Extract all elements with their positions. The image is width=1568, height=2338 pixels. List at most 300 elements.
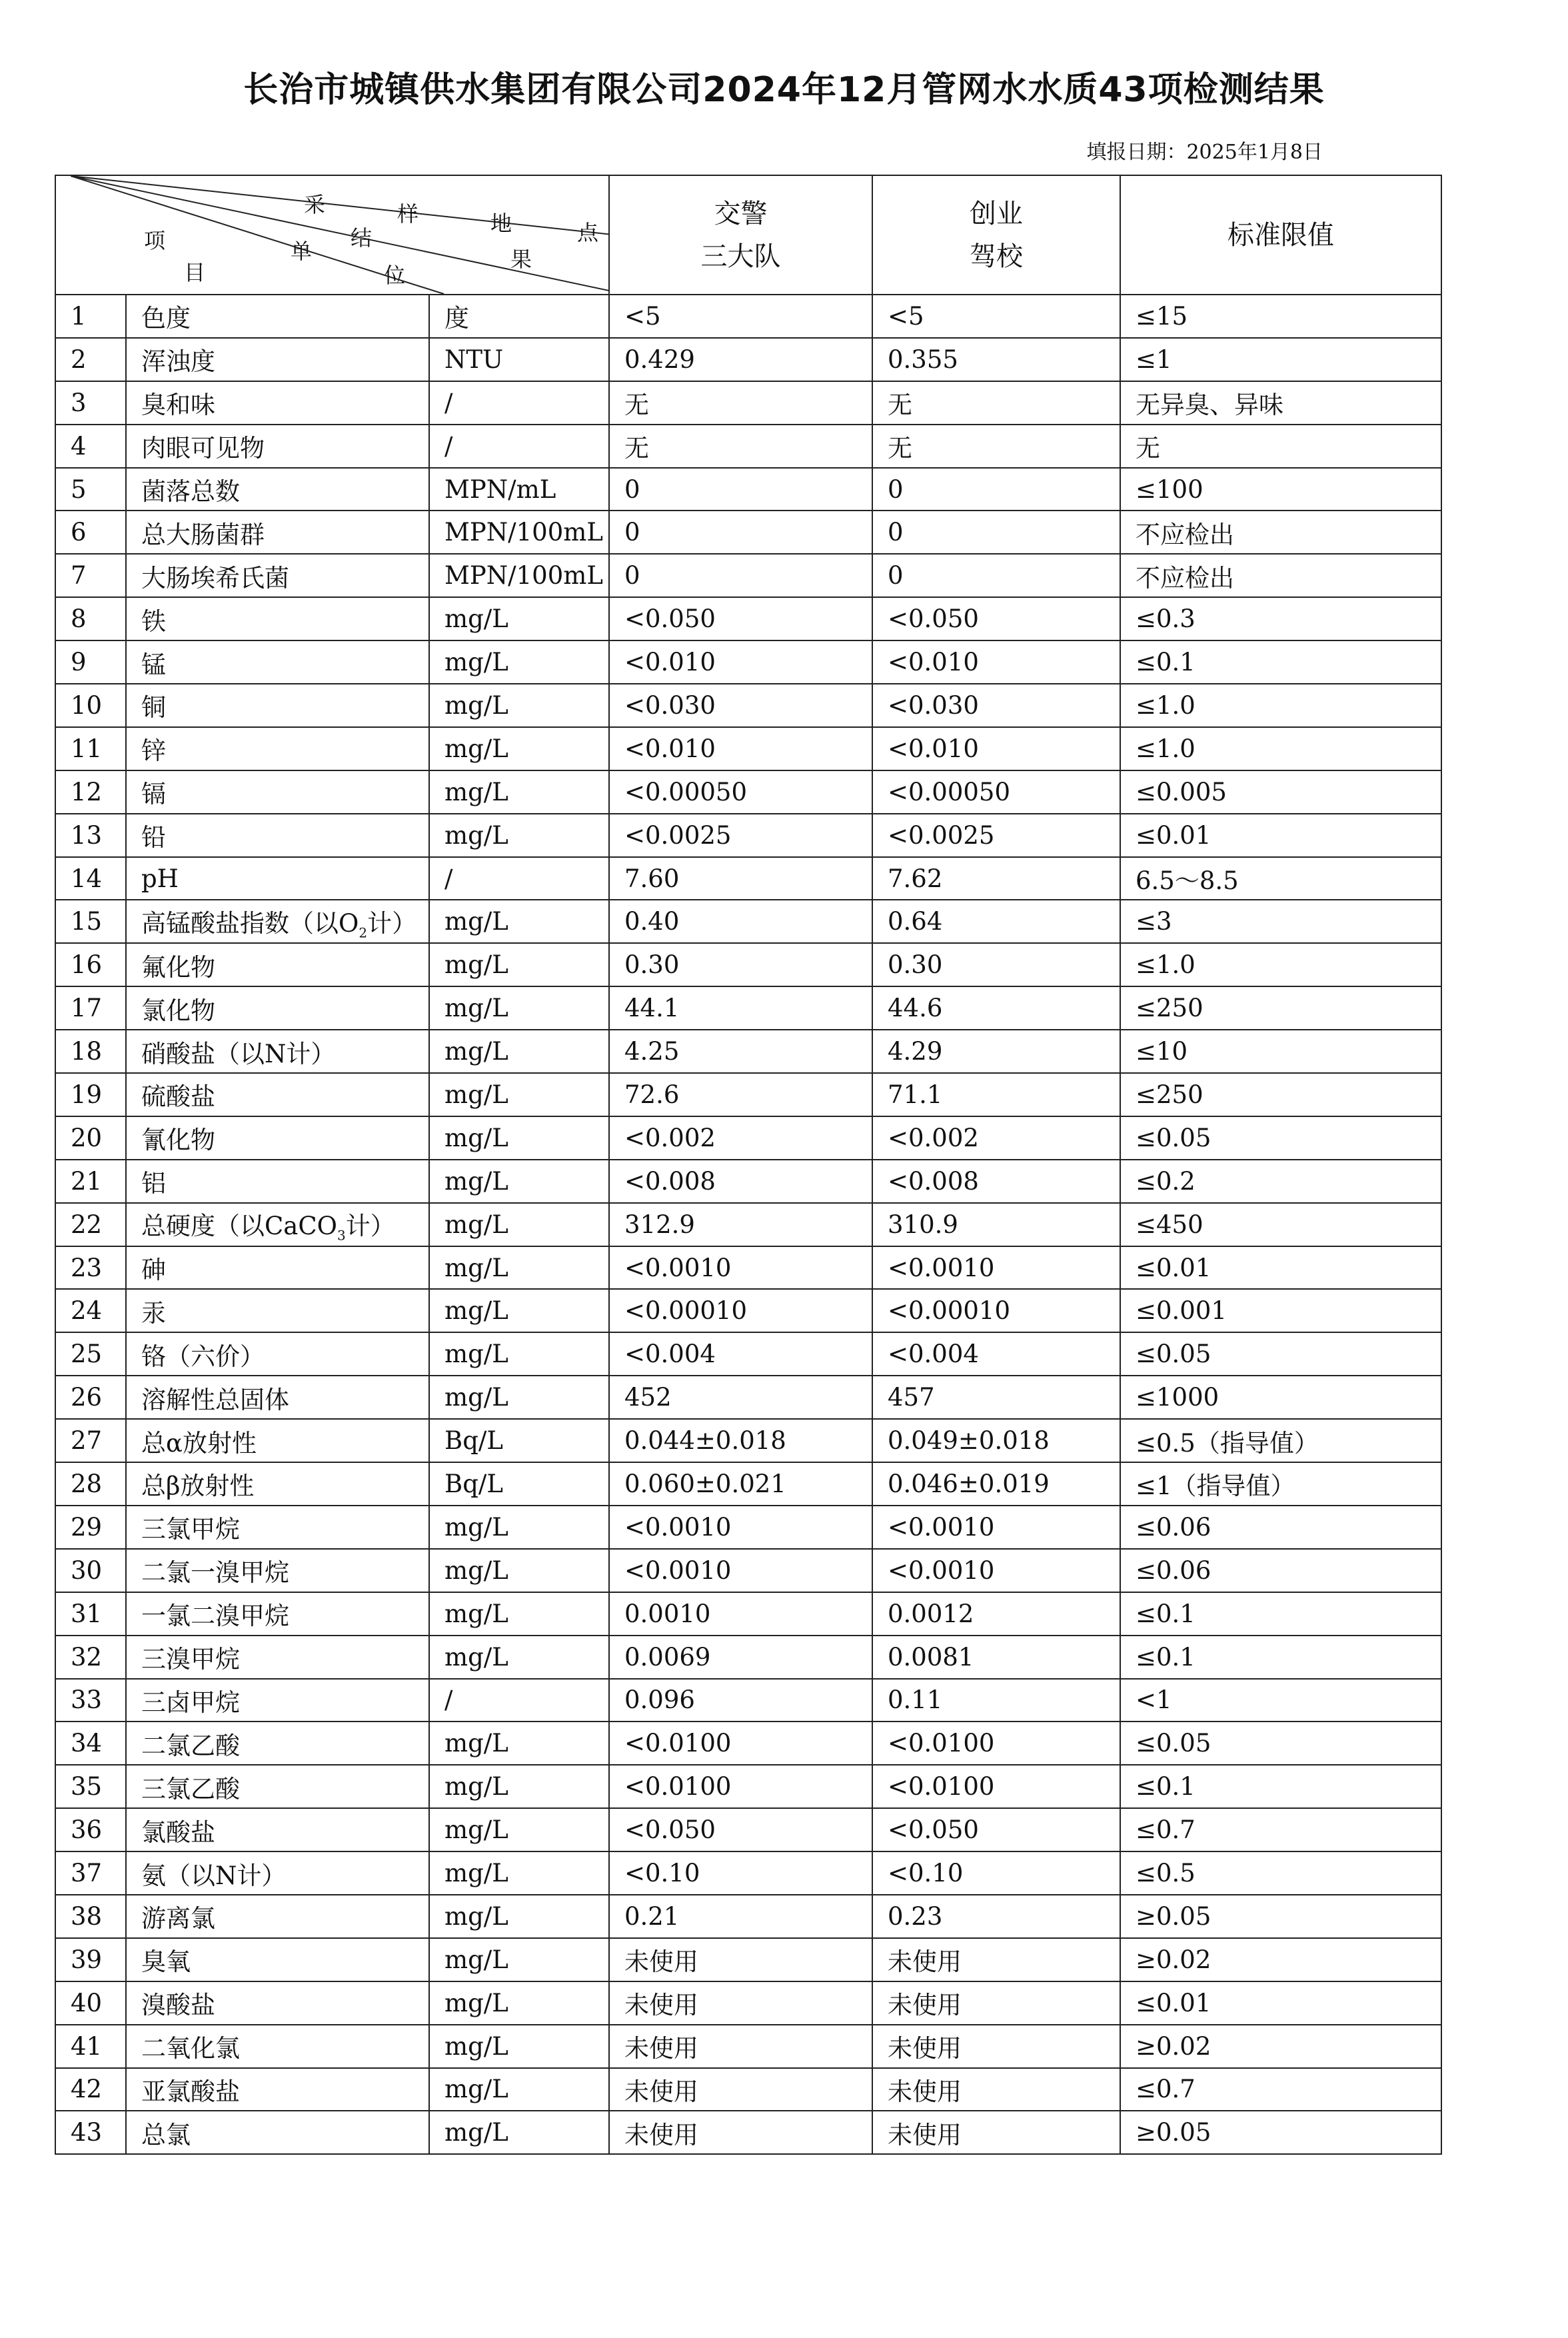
unit: mg/L — [429, 1765, 609, 1808]
standard-limit: ≤0.7 — [1120, 2068, 1441, 2111]
unit: mg/L — [429, 684, 609, 727]
table-row — [55, 1289, 1441, 1332]
table-row — [55, 1506, 1441, 1549]
standard-limit: ≤250 — [1120, 986, 1441, 1030]
diag-sampling-char: 点 — [577, 220, 599, 245]
item-name: 砷 — [126, 1246, 429, 1290]
unit: mg/L — [429, 1636, 609, 1679]
site-header-1 — [609, 175, 872, 295]
item-name-part: 高锰酸盐指数（以O — [141, 908, 359, 938]
item-name: 游离氯 — [126, 1895, 429, 1938]
site-2-result: 未使用 — [872, 1938, 1120, 1981]
row-number: 19 — [55, 1073, 126, 1116]
item-name-part: 总硬度（以CaCO — [141, 1211, 338, 1240]
row-number: 25 — [55, 1332, 126, 1376]
diag-sampling-char: 样 — [397, 201, 419, 227]
table-row — [55, 1592, 1441, 1636]
unit: / — [429, 381, 609, 425]
table-row — [55, 1636, 1441, 1679]
item-name: 二氧化氯 — [126, 2025, 429, 2068]
site-2-result: 0.11 — [872, 1679, 1120, 1722]
table-row — [55, 2111, 1441, 2154]
unit: mg/L — [429, 1895, 609, 1938]
site-2-result: <0.050 — [872, 597, 1120, 640]
item-name: 一氯二溴甲烷 — [126, 1592, 429, 1636]
table-row — [55, 295, 1441, 338]
document-title: 长治市城镇供水集团有限公司2024年12月管网水水质43项检测结果 — [243, 70, 1325, 110]
row-number: 37 — [55, 1851, 126, 1895]
results-table — [55, 175, 1442, 2155]
table-row — [55, 381, 1441, 425]
row-number: 18 — [55, 1030, 126, 1073]
row-number: 31 — [55, 1592, 126, 1636]
site-2-result: 未使用 — [872, 2068, 1120, 2111]
row-number: 28 — [55, 1462, 126, 1506]
standard-limit: ≤0.1 — [1120, 640, 1441, 684]
item-name — [126, 1203, 429, 1246]
site-1-result: <0.050 — [609, 597, 872, 640]
diag-sampling-char: 地 — [490, 211, 512, 236]
standard-limit: ≤0.06 — [1120, 1506, 1441, 1549]
item-name: 氯酸盐 — [126, 1808, 429, 1851]
row-number: 39 — [55, 1938, 126, 1981]
item-name-subscript: 2 — [359, 924, 368, 941]
site-1-result: <0.010 — [609, 640, 872, 684]
row-number: 24 — [55, 1289, 126, 1332]
site-2-result: <0.008 — [872, 1160, 1120, 1203]
standard-limit: ≤1000 — [1120, 1376, 1441, 1419]
table-row — [55, 1679, 1441, 1722]
unit: mg/L — [429, 1851, 609, 1895]
site-1-result: 312.9 — [609, 1203, 872, 1246]
site-1-result: 0.30 — [609, 943, 872, 986]
standard-limit: ≤0.5（指导值） — [1120, 1419, 1441, 1462]
site-1-result: 未使用 — [609, 1938, 872, 1981]
unit: Bq/L — [429, 1419, 609, 1462]
site-1-result: 4.25 — [609, 1030, 872, 1073]
standard-limit: 无 — [1120, 425, 1441, 468]
unit: mg/L — [429, 1332, 609, 1376]
item-name: 二氯一溴甲烷 — [126, 1549, 429, 1592]
diag-item-char: 项 — [144, 228, 166, 253]
site-1-result: 0.21 — [609, 1895, 872, 1938]
unit: mg/L — [429, 1981, 609, 2025]
item-name: 菌落总数 — [126, 468, 429, 511]
row-number: 38 — [55, 1895, 126, 1938]
row-number: 16 — [55, 943, 126, 986]
row-number: 13 — [55, 814, 126, 857]
site-2-result: 0.049±0.018 — [872, 1419, 1120, 1462]
unit: mg/L — [429, 1808, 609, 1851]
site-1-result: 0 — [609, 554, 872, 597]
standard-limit: ≤0.001 — [1120, 1289, 1441, 1332]
table-row — [55, 1851, 1441, 1895]
table-row — [55, 1549, 1441, 1592]
item-name: 三氯乙酸 — [126, 1765, 429, 1808]
standard-limit: ≤0.01 — [1120, 814, 1441, 857]
site-2-result: 0.355 — [872, 338, 1120, 381]
unit: mg/L — [429, 727, 609, 770]
standard-limit: 无异臭、异味 — [1120, 381, 1441, 425]
site-1-result: <0.0025 — [609, 814, 872, 857]
table-row — [55, 1419, 1441, 1462]
unit: mg/L — [429, 814, 609, 857]
unit: MPN/100mL — [429, 554, 609, 597]
table-row — [55, 986, 1441, 1030]
table-row — [55, 943, 1441, 986]
unit: mg/L — [429, 986, 609, 1030]
site-2-result: 71.1 — [872, 1073, 1120, 1116]
site-2-result: 0 — [872, 554, 1120, 597]
site-1-result: 未使用 — [609, 2025, 872, 2068]
site-2-result: <0.030 — [872, 684, 1120, 727]
site-1-result: <0.0010 — [609, 1246, 872, 1290]
unit: mg/L — [429, 1073, 609, 1116]
table-row — [55, 1765, 1441, 1808]
site-1-result: 未使用 — [609, 2111, 872, 2154]
row-number: 15 — [55, 900, 126, 943]
table-row — [55, 468, 1441, 511]
row-number: 10 — [55, 684, 126, 727]
item-name: 铅 — [126, 814, 429, 857]
item-name: 铁 — [126, 597, 429, 640]
site-2-result: 未使用 — [872, 2111, 1120, 2154]
unit: mg/L — [429, 1116, 609, 1160]
site-1-result: 72.6 — [609, 1073, 872, 1116]
site-1-result: 未使用 — [609, 2068, 872, 2111]
standard-limit: ≤0.1 — [1120, 1636, 1441, 1679]
row-number: 36 — [55, 1808, 126, 1851]
site-1-result: 0 — [609, 468, 872, 511]
site-1-result: 0.40 — [609, 900, 872, 943]
site-1-result: <0.0010 — [609, 1549, 872, 1592]
site-1-result: <0.0100 — [609, 1722, 872, 1765]
unit: mg/L — [429, 1549, 609, 1592]
table-row — [55, 857, 1441, 900]
site-1-result: 未使用 — [609, 1981, 872, 2025]
standard-limit: ≤1.0 — [1120, 727, 1441, 770]
site-1-result: <0.004 — [609, 1332, 872, 1376]
item-name: 肉眼可见物 — [126, 425, 429, 468]
table-body — [55, 295, 1441, 2154]
site-header-2 — [872, 175, 1120, 295]
row-number: 34 — [55, 1722, 126, 1765]
site-1-result: <0.0010 — [609, 1506, 872, 1549]
standard-limit: ≥0.02 — [1120, 1938, 1441, 1981]
item-name: 大肠埃希氏菌 — [126, 554, 429, 597]
site-1-result: 452 — [609, 1376, 872, 1419]
unit: mg/L — [429, 1160, 609, 1203]
table-row — [55, 1246, 1441, 1290]
site-1-result: <0.008 — [609, 1160, 872, 1203]
site-1-result: 44.1 — [609, 986, 872, 1030]
fill-date: 填报日期：2025年1月8日 — [1086, 141, 1323, 164]
site-2-result: 0.046±0.019 — [872, 1462, 1120, 1506]
standard-limit: ≤10 — [1120, 1030, 1441, 1073]
site-1-name-line1: 交警 — [714, 198, 768, 229]
row-number: 5 — [55, 468, 126, 511]
standard-limit: ≤0.5 — [1120, 1851, 1441, 1895]
unit: mg/L — [429, 1722, 609, 1765]
table-row — [55, 900, 1441, 943]
site-2-result: 310.9 — [872, 1203, 1120, 1246]
standard-limit: ≤1（指导值） — [1120, 1462, 1441, 1506]
standard-limit: ≥0.05 — [1120, 2111, 1441, 2154]
unit: MPN/mL — [429, 468, 609, 511]
item-name: 汞 — [126, 1289, 429, 1332]
table-row — [55, 2068, 1441, 2111]
unit: mg/L — [429, 1289, 609, 1332]
row-number: 11 — [55, 727, 126, 770]
site-1-result: <0.002 — [609, 1116, 872, 1160]
diag-unit-char: 单 — [291, 239, 313, 264]
site-2-result: <0.0025 — [872, 814, 1120, 857]
item-name: 锰 — [126, 640, 429, 684]
item-name: 二氯乙酸 — [126, 1722, 429, 1765]
unit: MPN/100mL — [429, 511, 609, 554]
diagonal-header-cell — [55, 175, 609, 295]
row-number: 2 — [55, 338, 126, 381]
row-number: 9 — [55, 640, 126, 684]
unit: mg/L — [429, 770, 609, 814]
site-2-result: 0.23 — [872, 1895, 1120, 1938]
row-number: 43 — [55, 2111, 126, 2154]
item-name: 铬（六价） — [126, 1332, 429, 1376]
unit: mg/L — [429, 943, 609, 986]
row-number: 29 — [55, 1506, 126, 1549]
site-2-result: <5 — [872, 295, 1120, 338]
row-number: 30 — [55, 1549, 126, 1592]
item-name: 硫酸盐 — [126, 1073, 429, 1116]
standard-limit: ≤0.7 — [1120, 1808, 1441, 1851]
site-1-result: <0.10 — [609, 1851, 872, 1895]
standard-limit: ≤0.01 — [1120, 1981, 1441, 2025]
site-2-result: 0.0081 — [872, 1636, 1120, 1679]
item-name: pH — [126, 857, 429, 900]
standard-limit: ≤15 — [1120, 295, 1441, 338]
diag-sampling-char: 采 — [304, 192, 326, 217]
site-2-result: <0.0010 — [872, 1246, 1120, 1290]
row-number: 40 — [55, 1981, 126, 2025]
table-row — [55, 2025, 1441, 2068]
standard-limit: ≤0.3 — [1120, 597, 1441, 640]
standard-limit: ≤450 — [1120, 1203, 1441, 1246]
item-name: 臭和味 — [126, 381, 429, 425]
unit: mg/L — [429, 1592, 609, 1636]
row-number: 26 — [55, 1376, 126, 1419]
row-number: 17 — [55, 986, 126, 1030]
site-2-result: <0.10 — [872, 1851, 1120, 1895]
site-1-result: 0.044±0.018 — [609, 1419, 872, 1462]
item-name: 镉 — [126, 770, 429, 814]
item-name-subscript: 3 — [337, 1227, 346, 1244]
standard-limit: 不应检出 — [1120, 554, 1441, 597]
diag-result-char: 果 — [510, 247, 532, 272]
table-row — [55, 1981, 1441, 2025]
row-number: 4 — [55, 425, 126, 468]
site-2-result: 7.62 — [872, 857, 1120, 900]
site-2-result: <0.0100 — [872, 1765, 1120, 1808]
row-number: 41 — [55, 2025, 126, 2068]
row-number: 20 — [55, 1116, 126, 1160]
table-row — [55, 727, 1441, 770]
site-1-result: <0.00010 — [609, 1289, 872, 1332]
unit: 度 — [429, 295, 609, 338]
item-name: 总氯 — [126, 2111, 429, 2154]
site-1-name-line2: 三大队 — [700, 241, 781, 272]
item-name: 亚氯酸盐 — [126, 2068, 429, 2111]
standard-limit-header: 标准限值 — [1120, 175, 1441, 295]
item-name: 氰化物 — [126, 1116, 429, 1160]
item-name: 总大肠菌群 — [126, 511, 429, 554]
unit: mg/L — [429, 900, 609, 943]
standard-limit: ≤1 — [1120, 338, 1441, 381]
table-row — [55, 511, 1441, 554]
row-number: 6 — [55, 511, 126, 554]
site-2-result: <0.0010 — [872, 1549, 1120, 1592]
site-2-result: 457 — [872, 1376, 1120, 1419]
site-1-result: <0.030 — [609, 684, 872, 727]
site-2-result: <0.004 — [872, 1332, 1120, 1376]
row-number: 7 — [55, 554, 126, 597]
item-name: 浑浊度 — [126, 338, 429, 381]
site-1-result: 0.0010 — [609, 1592, 872, 1636]
site-1-result: <5 — [609, 295, 872, 338]
site-1-result: 7.60 — [609, 857, 872, 900]
table-row — [55, 1895, 1441, 1938]
item-name: 溶解性总固体 — [126, 1376, 429, 1419]
item-name: 氟化物 — [126, 943, 429, 986]
site-1-result: <0.0100 — [609, 1765, 872, 1808]
table-row — [55, 1160, 1441, 1203]
table-row — [55, 554, 1441, 597]
site-1-result: 0.096 — [609, 1679, 872, 1722]
unit: mg/L — [429, 1030, 609, 1073]
item-name: 色度 — [126, 295, 429, 338]
site-2-result: 0 — [872, 511, 1120, 554]
item-name-part: 计） — [345, 1211, 395, 1240]
unit: mg/L — [429, 597, 609, 640]
site-2-result: 未使用 — [872, 1981, 1120, 2025]
table-row — [55, 1722, 1441, 1765]
standard-limit: 6.5～8.5 — [1120, 857, 1441, 900]
standard-limit: ≤0.005 — [1120, 770, 1441, 814]
table-row — [55, 770, 1441, 814]
row-number: 32 — [55, 1636, 126, 1679]
row-number: 8 — [55, 597, 126, 640]
standard-limit: ≤0.05 — [1120, 1116, 1441, 1160]
unit: mg/L — [429, 1938, 609, 1981]
item-name: 铝 — [126, 1160, 429, 1203]
table-row — [55, 1808, 1441, 1851]
site-2-result: <0.002 — [872, 1116, 1120, 1160]
standard-limit: ≤0.2 — [1120, 1160, 1441, 1203]
table-row — [55, 1462, 1441, 1506]
standard-limit: ≤0.1 — [1120, 1592, 1441, 1636]
table-row — [55, 684, 1441, 727]
unit: mg/L — [429, 2025, 609, 2068]
site-2-result: <0.0010 — [872, 1506, 1120, 1549]
row-number: 23 — [55, 1246, 126, 1290]
standard-limit: ≤1.0 — [1120, 943, 1441, 986]
site-2-result: 无 — [872, 425, 1120, 468]
standard-limit: ≤100 — [1120, 468, 1441, 511]
site-1-result: 0.429 — [609, 338, 872, 381]
site-2-result: <0.00010 — [872, 1289, 1120, 1332]
row-number: 33 — [55, 1679, 126, 1722]
standard-limit: ≤0.1 — [1120, 1765, 1441, 1808]
unit: mg/L — [429, 2111, 609, 2154]
site-2-result: 0.30 — [872, 943, 1120, 986]
unit: mg/L — [429, 1203, 609, 1246]
site-2-result: <0.050 — [872, 1808, 1120, 1851]
unit: Bq/L — [429, 1462, 609, 1506]
site-2-result: 未使用 — [872, 2025, 1120, 2068]
site-1-result: <0.050 — [609, 1808, 872, 1851]
site-2-result: 无 — [872, 381, 1120, 425]
standard-limit: ≤0.05 — [1120, 1722, 1441, 1765]
site-2-name-line1: 创业 — [970, 198, 1023, 229]
site-2-result: <0.010 — [872, 727, 1120, 770]
unit: mg/L — [429, 2068, 609, 2111]
site-2-result: <0.010 — [872, 640, 1120, 684]
standard-limit: <1 — [1120, 1679, 1441, 1722]
site-1-result: 0.0069 — [609, 1636, 872, 1679]
row-number: 42 — [55, 2068, 126, 2111]
row-number: 3 — [55, 381, 126, 425]
unit: / — [429, 857, 609, 900]
unit: / — [429, 425, 609, 468]
row-number: 1 — [55, 295, 126, 338]
table-row — [55, 1073, 1441, 1116]
table-row — [55, 338, 1441, 381]
row-number: 21 — [55, 1160, 126, 1203]
row-number: 27 — [55, 1419, 126, 1462]
unit: mg/L — [429, 1376, 609, 1419]
item-name: 氨（以N计） — [126, 1851, 429, 1895]
site-2-result: 44.6 — [872, 986, 1120, 1030]
row-number: 22 — [55, 1203, 126, 1246]
table-row — [55, 597, 1441, 640]
item-name: 三氯甲烷 — [126, 1506, 429, 1549]
diag-item-char: 目 — [184, 260, 206, 285]
table-row — [55, 814, 1441, 857]
unit: / — [429, 1679, 609, 1722]
site-2-result: <0.0100 — [872, 1722, 1120, 1765]
item-name: 硝酸盐（以N计） — [126, 1030, 429, 1073]
site-2-result: 0.0012 — [872, 1592, 1120, 1636]
unit: mg/L — [429, 1506, 609, 1549]
site-2-result: 4.29 — [872, 1030, 1120, 1073]
standard-limit: ≤0.05 — [1120, 1332, 1441, 1376]
standard-limit: ≤250 — [1120, 1073, 1441, 1116]
table-header-row — [55, 175, 1441, 295]
item-name-part: 计） — [367, 908, 417, 938]
site-2-name-line2: 驾校 — [970, 241, 1023, 272]
item-name: 臭氧 — [126, 1938, 429, 1981]
standard-limit: 不应检出 — [1120, 511, 1441, 554]
item-name: 三卤甲烷 — [126, 1679, 429, 1722]
standard-limit: ≥0.05 — [1120, 1895, 1441, 1938]
diag-unit-char: 位 — [384, 263, 406, 288]
site-1-result: 无 — [609, 381, 872, 425]
row-number: 14 — [55, 857, 126, 900]
unit: mg/L — [429, 1246, 609, 1290]
site-1-result: 0.060±0.021 — [609, 1462, 872, 1506]
site-1-result: <0.00050 — [609, 770, 872, 814]
table-row — [55, 640, 1441, 684]
item-name: 溴酸盐 — [126, 1981, 429, 2025]
